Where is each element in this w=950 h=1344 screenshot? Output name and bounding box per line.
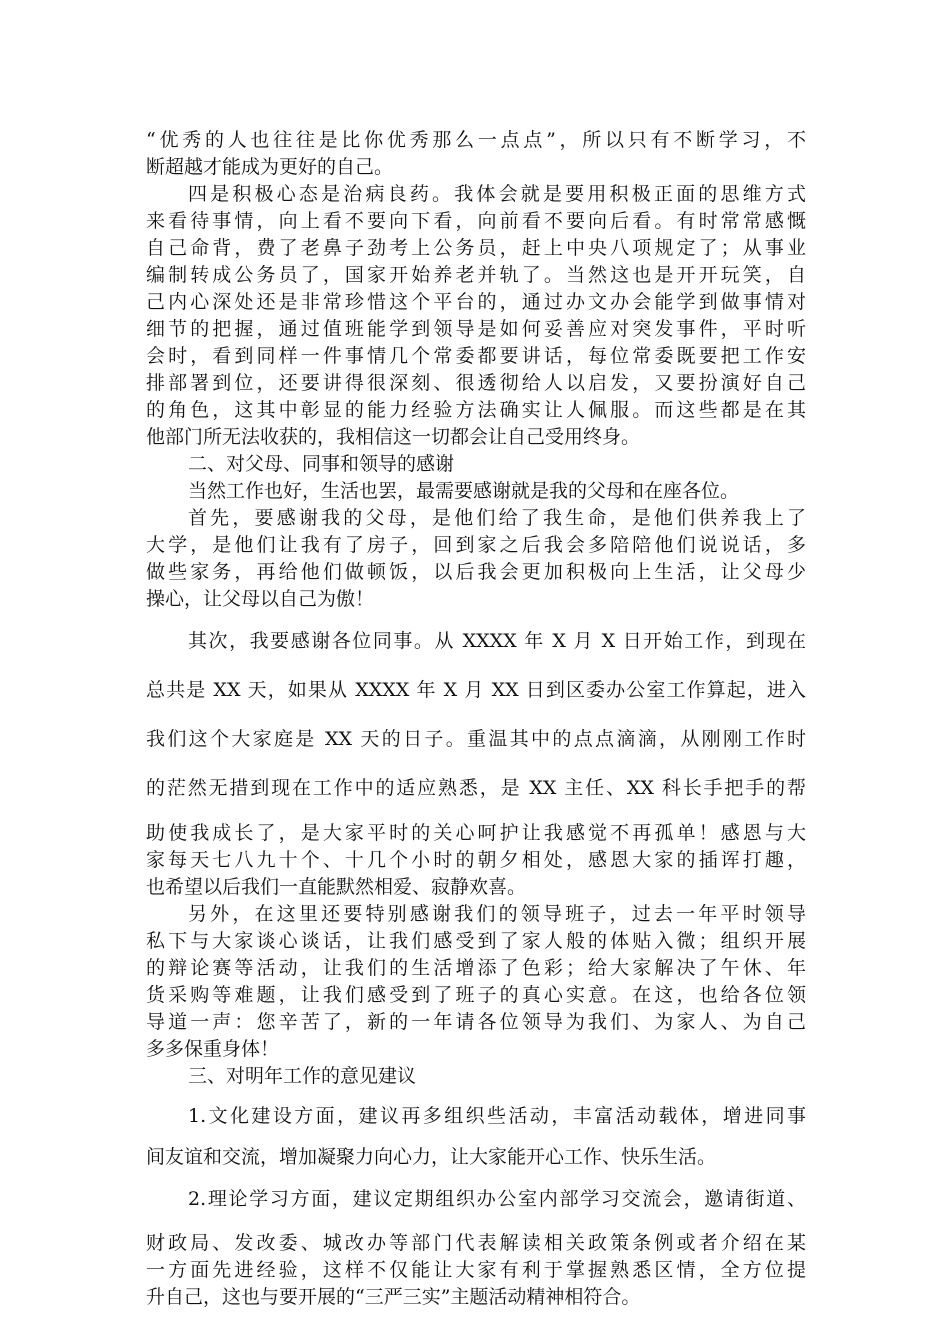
section-heading: 三、对明年工作的意见建议 xyxy=(188,1065,417,1087)
text-line: 多多保重身体！ xyxy=(146,1038,280,1060)
text-line: 1.文化建设方面，建议再多组织些活动，丰富活动载体，增进同事 xyxy=(188,1105,806,1127)
text-line: 大学，是他们让我有了房子，回到家之后我会多陪陪他们说说话，多 xyxy=(146,534,806,556)
text-line: 升自己，这也与要开展的“三严三实”主题活动精神相符合。 xyxy=(146,1286,641,1308)
text-line: 间友谊和交流，增加凝聚力向心力，让大家能开心工作、快乐生活。 xyxy=(146,1146,717,1168)
text-line: 导道一声：您辛苦了，新的一年请各位领导为我们、为家人、为自己 xyxy=(146,1011,806,1033)
text-line: 当然工作也好，生活也罢，最需要感谢就是我的父母和在座各位。 xyxy=(188,480,740,502)
text-line: 首先，要感谢我的父母，是他们给了我生命，是他们供养我上了 xyxy=(188,507,806,529)
text-line: 财政局、发改委、城改办等部门代表解读相关政策条例或者介绍在某 xyxy=(146,1232,806,1254)
text-line: 来看待事情，向上看不要向下看，向前看不要向后看。有时常常感慨 xyxy=(146,210,806,232)
text-line: 排部署到位，还要讲得很深刻、很透彻给人以启发，又要扮演好自己 xyxy=(146,372,806,394)
section-heading: 二、对父母、同事和领导的感谢 xyxy=(188,453,455,475)
text-line: 其次，我要感谢各位同事。从 XXXX 年 X 月 X 日开始工作，到现在 xyxy=(188,630,806,652)
text-line: 他部门所无法收获的，我相信这一切都会让自己受用终身。 xyxy=(146,426,641,448)
text-line: 家每天七八九十个、十几个小时的朝夕相处，感恩大家的插诨打趣， xyxy=(146,849,806,871)
text-line: 己内心深处还是非常珍惜这个平台的，通过办文办会能学到做事情对 xyxy=(146,291,806,313)
text-line: 助使我成长了，是大家平时的关心呵护让我感觉不再孤单！感恩与大 xyxy=(146,822,806,844)
text-line: 总共是 XX 天，如果从 XXXX 年 X 月 XX 日到区委办公室工作算起，进入 xyxy=(146,679,806,701)
text-line: 四是积极心态是治病良药。我体会就是要用积极正面的思维方式 xyxy=(188,183,806,205)
text-line: 断超越才能成为更好的自己。 xyxy=(146,156,394,178)
text-line: 我们这个大家庭是 XX 天的日子。重温其中的点点滴滴，从刚刚工作时 xyxy=(146,728,806,750)
text-line: 私下与大家谈心谈话，让我们感受到了家人般的体贴入微；组织开展 xyxy=(146,930,806,952)
text-line: 的辩论赛等活动，让我们的生活增添了色彩；给大家解决了午休、年 xyxy=(146,957,806,979)
text-line: 一方面先进经验，这样不仅能让大家有利于掌握熟悉区情，全方位提 xyxy=(146,1259,806,1281)
text-line: 做些家务，再给他们做顿饭，以后我会更加积极向上生活，让父母少 xyxy=(146,561,806,583)
text-line: 2.理论学习方面，建议定期组织办公室内部学习交流会，邀请街道、 xyxy=(188,1188,806,1210)
text-line: 的茫然无措到现在工作中的适应熟悉，是 XX 主任、XX 科长手把手的帮 xyxy=(146,777,806,799)
text-line: 编制转成公务员了，国家开始养老并轨了。当然这也是开开玩笑，自 xyxy=(146,264,806,286)
text-line: 细节的把握，通过值班能学到领导是如何妥善应对突发事件，平时听 xyxy=(146,318,806,340)
text-line: 会时，看到同样一件事情几个常委都要讲话，每位常委既要把工作安 xyxy=(146,345,806,367)
text-line: “优秀的人也往往是比你优秀那么一点点”，所以只有不断学习，不 xyxy=(146,129,806,151)
text-line: 的角色，这其中彰显的能力经验方法确实让人佩服。而这些都是在其 xyxy=(146,399,806,421)
text-line: 操心，让父母以自己为傲！ xyxy=(146,588,375,610)
text-line: 另外，在这里还要特别感谢我们的领导班子，过去一年平时领导 xyxy=(188,903,806,925)
text-line: 货采购等难题，让我们感受到了班子的真心实意。在这，也给各位领 xyxy=(146,984,806,1006)
text-line: 自己命背，费了老鼻子劲考上公务员，赶上中央八项规定了；从事业 xyxy=(146,237,806,259)
text-line: 也希望以后我们一直能默然相爱、寂静欢喜。 xyxy=(146,876,527,898)
